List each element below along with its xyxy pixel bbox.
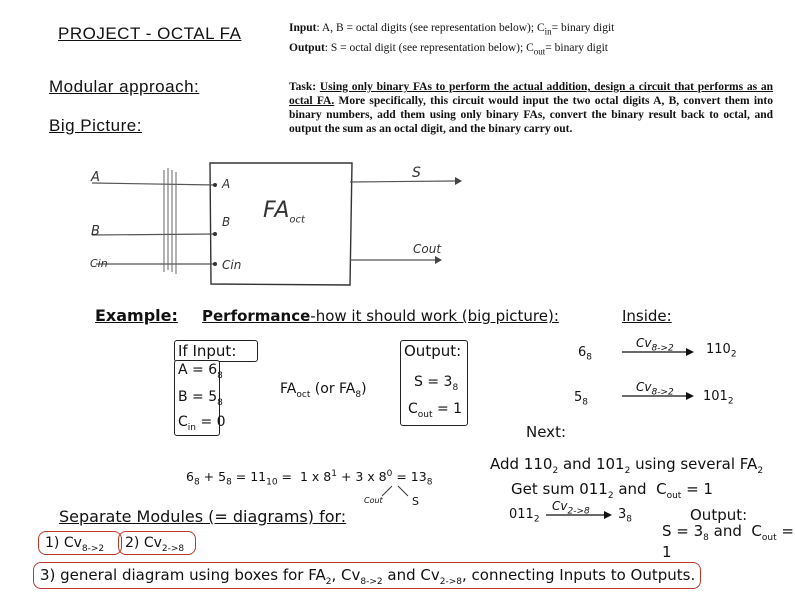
performance-heading: Performance-how it should work (big picture): xyxy=(202,307,559,325)
inside-row1-arrow xyxy=(622,347,694,357)
next-line2: Get sum $011_2$ and $C_{out} = 1$ xyxy=(511,480,713,501)
next-conv-arrow xyxy=(546,510,612,520)
sketch-in-cin: Cin xyxy=(222,258,242,272)
input-description: Input: A, B = octal digits (see representation below); $C_{in}=$ binary digit xyxy=(289,22,615,37)
inside-label: Inside: xyxy=(622,307,672,325)
task-rest: More specifically, this circuit would input the two octal digits A, B, convert them into binary numbers, add them using only binary FAs, convert the binary result back to octal, and output the sum as an octal digit, and the binary carry out. xyxy=(289,95,774,135)
equation-cout-label: Cout xyxy=(364,496,383,505)
input-a: $A = 6_8$ xyxy=(178,362,223,381)
sketch-in-a: A xyxy=(222,177,231,191)
module-1: 1) $Cv_{8->2}$ xyxy=(38,531,122,555)
example-label: Example: xyxy=(95,306,178,325)
fa-oct-label: $FA_{oct}$ (or $FA_8$) xyxy=(280,381,367,400)
inside-row1-in: $6_8$ xyxy=(578,345,593,363)
next-label: Next: xyxy=(526,423,566,441)
output-title: Output: xyxy=(404,342,462,360)
inside-row2-in: $5_8$ xyxy=(574,390,589,408)
inside-row2-op: $Cv_{8->2}$ xyxy=(636,380,674,398)
module-3: 3) general diagram using boxes for $FA_2$, $Cv_{8->2}$ and $Cv_{2->8}$, connecting Inputs to Outputs. xyxy=(33,562,701,589)
next-conv-in: $011_2$ xyxy=(509,507,540,525)
sketch-in-b: B xyxy=(222,215,231,229)
output-description: Output: S = octal digit (see representation below); $C_{out}=$ binary digit xyxy=(289,42,608,57)
inside-row1-op: $Cv_{8->2}$ xyxy=(636,336,674,354)
sketch-left-a: A xyxy=(91,170,100,185)
next-output-title: Output: xyxy=(690,506,748,524)
sketch-out-s: S xyxy=(412,165,421,181)
output-s: $S = 3_8$ xyxy=(414,374,459,393)
inside-row2-out: $101_2$ xyxy=(703,389,734,407)
input-box-title: If Input: xyxy=(174,340,258,362)
project-title: PROJECT - OCTAL FA xyxy=(58,24,242,43)
next-line1: Add $110_2$ and $101_2$ using several $FA_2$ xyxy=(490,455,764,476)
modules-heading: Separate Modules (= diagrams) for: xyxy=(59,507,347,526)
next-output-line: $S = 3_8$ and $C_{out} = 1$ xyxy=(662,522,794,561)
task-underlined: Using only binary FAs to perform the actual addition, design a circuit that performs as an octal FA. xyxy=(289,81,774,107)
big-picture-label: Big Picture: xyxy=(49,116,142,135)
sketch-left-b: B xyxy=(91,224,100,239)
input-b: $B = 5_8$ xyxy=(178,389,223,408)
input-cin: $C_{in} = 0$ xyxy=(178,414,226,433)
task-label: Task: xyxy=(289,81,317,93)
sketch-out-cout: Cout xyxy=(413,242,442,256)
next-conv-op: $Cv_{2->8}$ xyxy=(552,499,590,517)
task-paragraph xyxy=(289,80,773,136)
inside-row2-arrow xyxy=(622,391,694,401)
next-conv-out: $3_8$ xyxy=(618,507,633,525)
equation-main: $6_8 + 5_8 = 11_{10} = 1$ x $8^1 + 3$ x $8^0 = 13_8$ xyxy=(186,469,433,488)
equation-s-label: S xyxy=(412,495,419,508)
module-2: 2) $Cv_{2->8}$ xyxy=(118,531,196,555)
output-cout: $C_{out} = 1$ xyxy=(408,401,463,420)
inside-row1-out: $110_2$ xyxy=(706,342,737,360)
modular-approach-label: Modular approach: xyxy=(49,77,200,96)
sketch-left-cin: Cin xyxy=(90,257,108,270)
sketch-box-label: $FA_{oct}$ xyxy=(263,198,305,226)
